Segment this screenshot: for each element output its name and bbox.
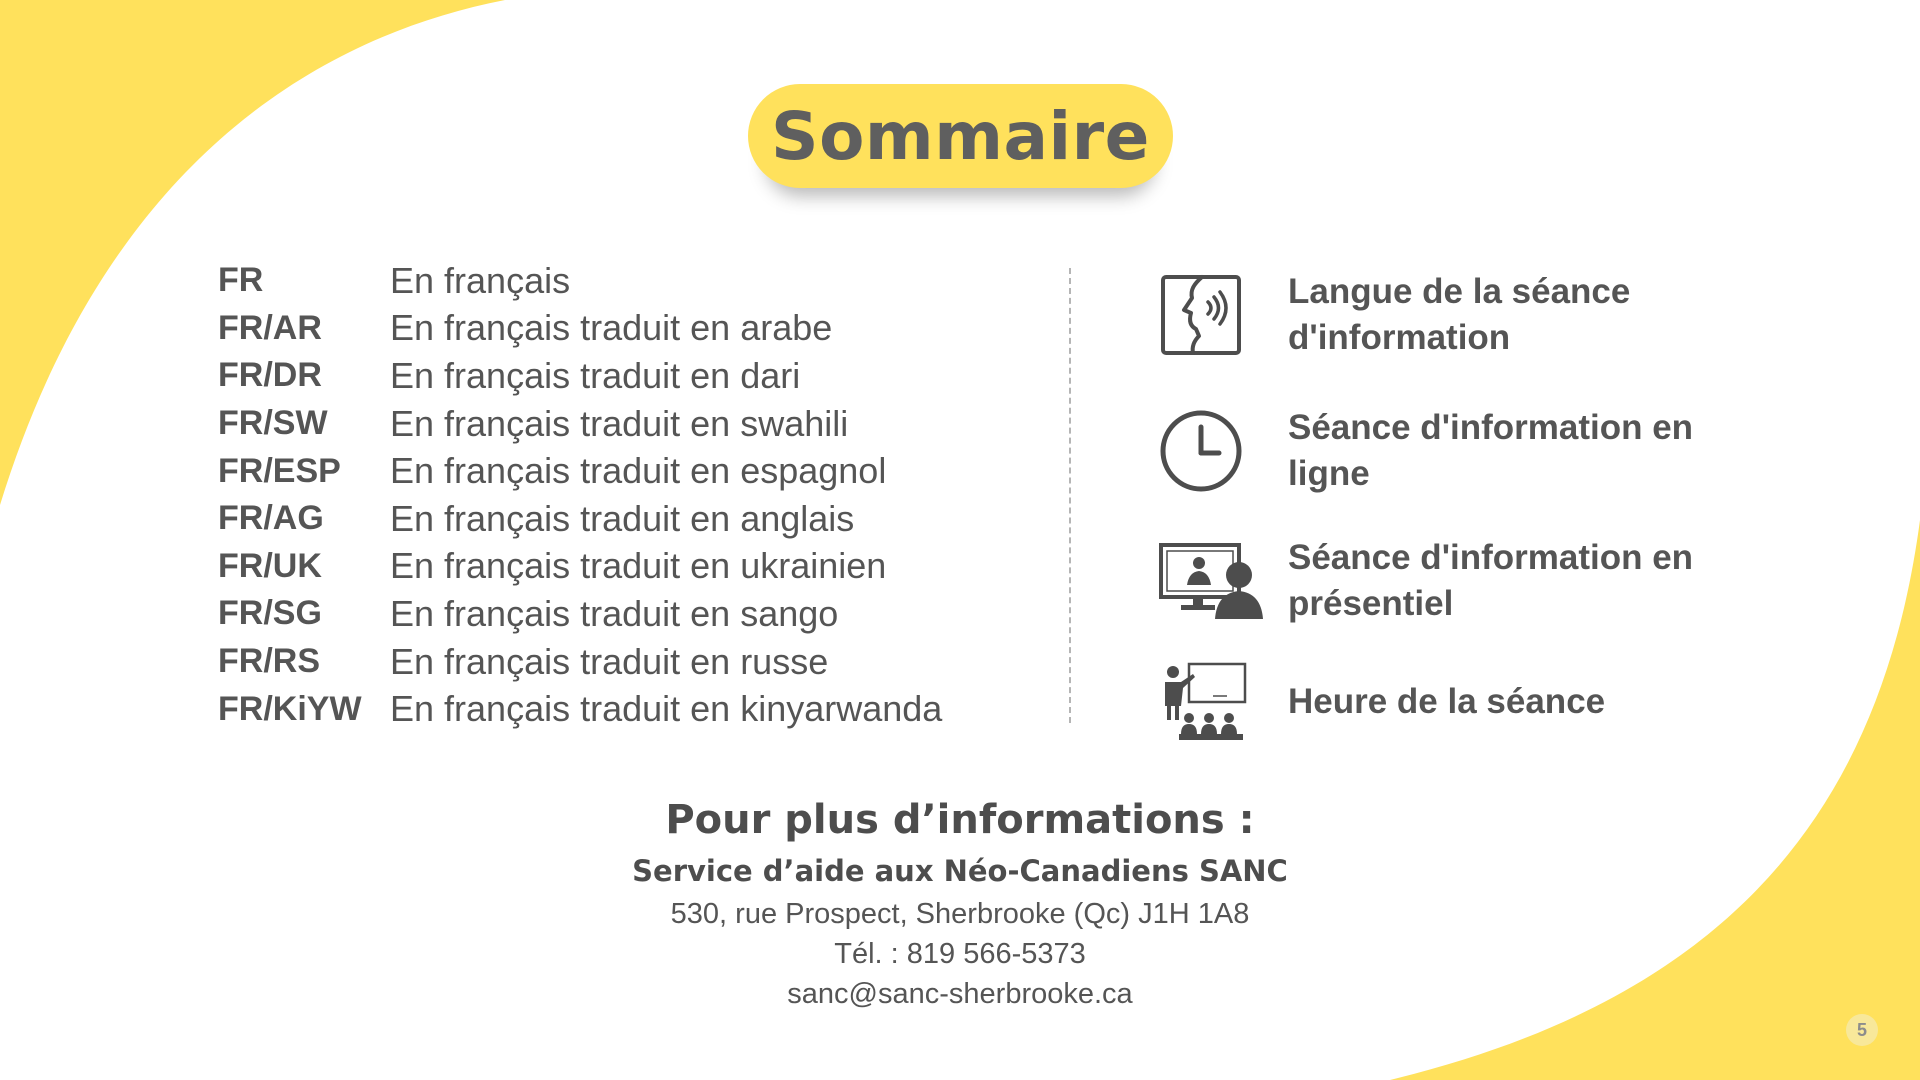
language-description: En français traduit en russe	[390, 640, 829, 682]
language-list	[218, 257, 942, 733]
title-badge	[748, 84, 1173, 188]
page-title: Sommaire	[771, 97, 1150, 175]
language-description: En français traduit en kinyarwanda	[390, 688, 943, 730]
language-code: FR/SW	[218, 404, 328, 443]
language-description: En français traduit en arabe	[390, 307, 833, 349]
language-row	[218, 305, 942, 353]
speaking-head-icon	[1158, 272, 1244, 358]
language-code: FR/ESP	[218, 451, 341, 490]
language-code: FR/SG	[218, 594, 322, 633]
language-row	[218, 495, 942, 543]
language-row	[218, 543, 942, 591]
phone: Tél. : 819 566-5373	[834, 938, 1086, 970]
language-row	[218, 257, 942, 305]
address: 530, rue Prospect, Sherbrooke (Qc) J1H 1A8	[670, 898, 1250, 930]
classroom-presentation-icon	[1158, 659, 1250, 745]
language-description: En français traduit en dari	[390, 354, 801, 396]
language-row	[218, 685, 942, 733]
language-description: En français traduit en anglais	[390, 497, 855, 539]
legend-item-language	[1158, 272, 1631, 358]
language-row	[218, 447, 942, 495]
legend-label: Séance d'information en ligne	[1288, 408, 1694, 493]
language-code: FR/UK	[218, 546, 322, 585]
contact-footer	[560, 792, 1360, 1014]
legend-label: Heure de la séance	[1288, 682, 1606, 721]
language-row	[218, 638, 942, 686]
footer-heading: Pour plus d’informations :	[665, 797, 1255, 843]
language-code: FR/AG	[218, 499, 324, 538]
email-link[interactable]: sanc@sanc-sherbrooke.ca	[787, 978, 1133, 1010]
language-code: FR/DR	[218, 356, 322, 395]
clock-icon	[1158, 408, 1244, 494]
language-row	[218, 400, 942, 448]
language-description: En français traduit en swahili	[390, 402, 849, 444]
language-description: En français traduit en ukrainien	[390, 545, 887, 587]
legend-item-time	[1158, 659, 1606, 745]
legend-label: Langue de la séance d'information	[1288, 272, 1631, 357]
language-row	[218, 590, 942, 638]
video-conference-icon	[1158, 538, 1266, 624]
legend-item-in-person	[1158, 538, 1694, 624]
language-code: FR/KiYW	[218, 689, 362, 728]
language-row	[218, 352, 942, 400]
column-divider	[1069, 268, 1071, 723]
language-code: FR	[218, 261, 264, 300]
organization-name: Service d’aide aux Néo-Canadiens SANC	[632, 854, 1288, 888]
legend-label: Séance d'information en présentiel	[1288, 538, 1694, 623]
language-description: En français traduit en sango	[390, 592, 839, 634]
language-code: FR/AR	[218, 308, 322, 347]
page-number: 5	[1846, 1014, 1878, 1046]
language-code: FR/RS	[218, 642, 320, 681]
legend-item-online	[1158, 408, 1694, 494]
language-description: En français	[390, 259, 571, 301]
language-description: En français traduit en espagnol	[390, 450, 887, 492]
